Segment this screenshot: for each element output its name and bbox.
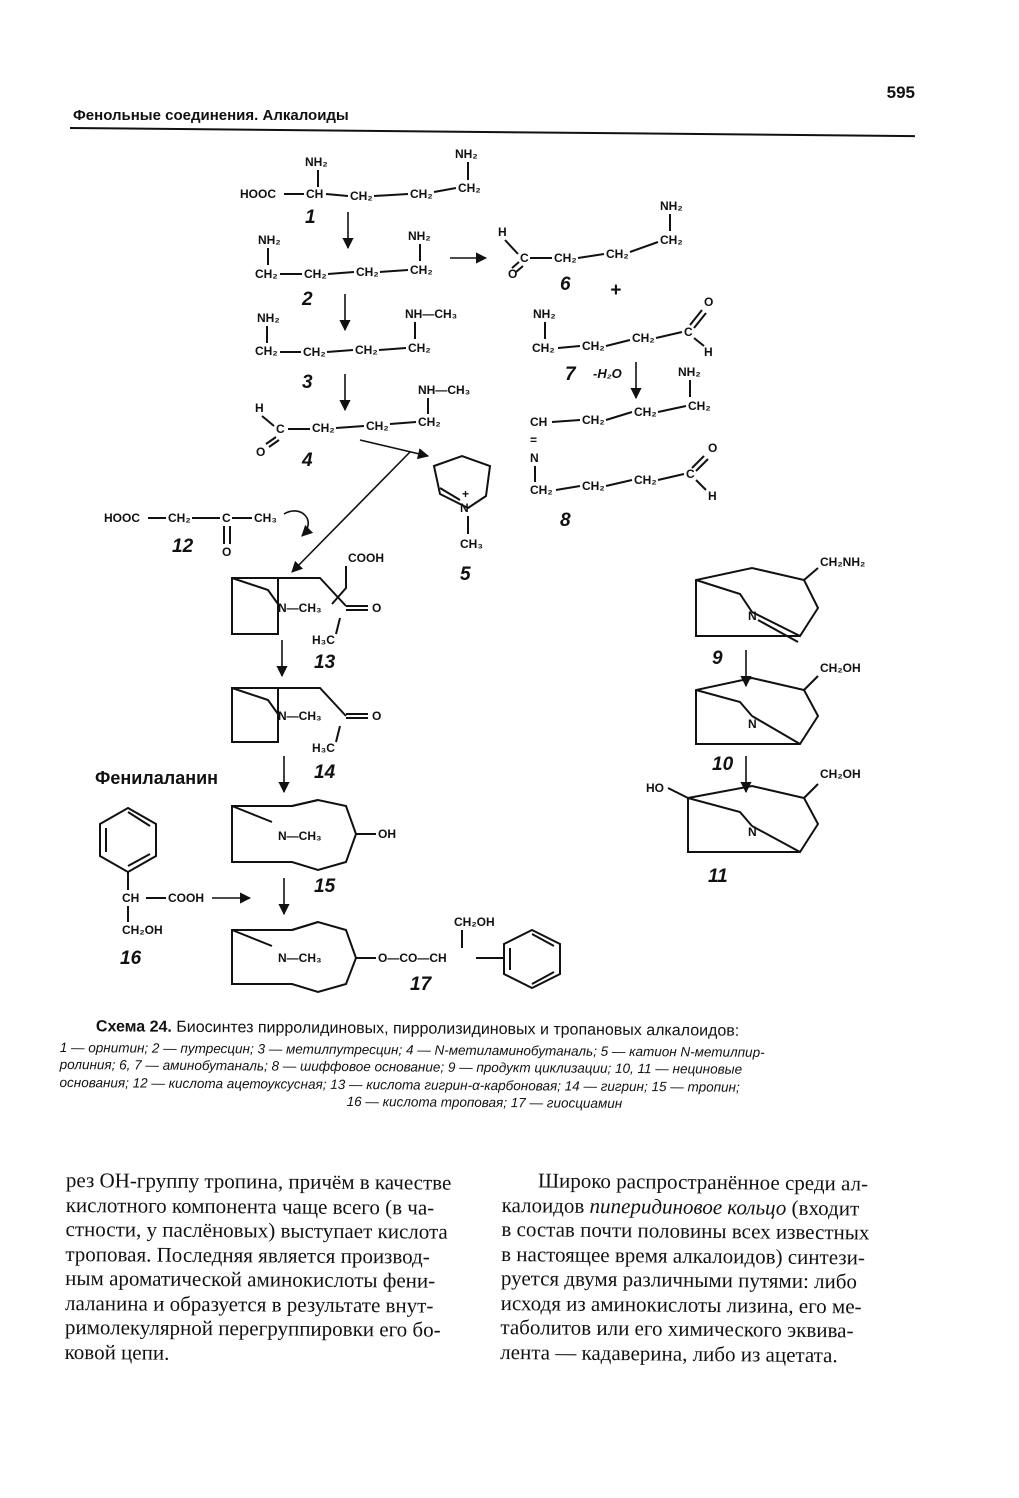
right-line-3: в состав почти половины всех известных	[501, 1216, 870, 1245]
c2-ch2-d: CH₂	[410, 263, 433, 277]
c16-cooh: COOH	[168, 891, 204, 905]
right-line-6: исходя из аминокислоты лизина, его ме-	[500, 1290, 862, 1318]
compound-number-16: 16	[120, 948, 142, 969]
right-line-5: руется двумя различными путями: либо	[500, 1265, 858, 1294]
c13-cooh: COOH	[348, 551, 384, 565]
scheme-caption	[59, 1018, 910, 1114]
c7-ch2-a: CH₂	[532, 341, 555, 355]
c8-ch2-a: CH₂	[582, 413, 605, 427]
c5-charge: +	[462, 487, 470, 501]
c12-hooc: HOOC	[104, 511, 140, 525]
c10-n: N	[748, 717, 757, 731]
caption-title-bold: Схема 24.	[95, 1018, 172, 1036]
c15-oh: OH	[378, 827, 396, 841]
left-line-8: ковой цепи.	[64, 1339, 170, 1365]
right-line-2-a: калоидов	[501, 1192, 590, 1218]
caption-line-4: 16 — кислота троповая; 17 — гиосциамин	[346, 1094, 623, 1111]
c8-ch2-b: CH₂	[634, 405, 657, 419]
caption-line-3: основания; 12 — кислота ацетоуксусная; 13 — кислота гигрин-α-карбоновая; 14 — гигрин; 15 — тропин;	[59, 1074, 740, 1095]
c7-h: H	[704, 345, 713, 359]
c2-nh2-b: NH₂	[408, 229, 431, 243]
compound-number-15: 15	[314, 876, 336, 897]
c3-nh-ch3: NH—CH₃	[405, 307, 458, 321]
compound-number-3: 3	[302, 372, 313, 393]
biosynthesis-scheme	[60, 140, 960, 1015]
c8-c: C	[686, 467, 695, 481]
c7-o: O	[704, 295, 714, 309]
compound-number-7: 7	[565, 364, 576, 385]
c8-eq: =	[530, 433, 538, 447]
c16-ch: CH	[122, 891, 140, 905]
c3-ch2-a: CH₂	[255, 344, 278, 358]
c6-o: O	[508, 267, 518, 281]
c17-ester: O—CO—CH	[378, 951, 447, 965]
body-column-right	[500, 1168, 906, 1368]
c4-ch2-a: CH₂	[312, 421, 335, 435]
c15-n-ch3: N—CH₃	[278, 829, 322, 843]
right-line-7: таболитов или его химического эквива-	[500, 1314, 854, 1343]
compound-14-hygrine	[232, 688, 381, 783]
c16-ch2oh: CH₂OH	[122, 923, 163, 937]
scheme-svg	[60, 140, 960, 1015]
compound-number-10: 10	[712, 754, 734, 775]
right-line-8: лента — кадаверина, либо из ацетата.	[500, 1339, 838, 1367]
c3-nh2: NH₂	[257, 311, 280, 325]
c4-nh-ch3: NH—CH₃	[418, 383, 471, 397]
c8-ch: CH	[530, 415, 548, 429]
caption-title	[60, 1018, 910, 1041]
left-line-6: лаланина и образуется в результате внут-	[64, 1290, 434, 1318]
left-line-7: римолекулярной перегруппировки его бо-	[64, 1314, 441, 1342]
c17-n-ch3: N—CH₃	[278, 951, 322, 965]
c12-c: C	[222, 511, 231, 525]
c8-o: O	[708, 441, 718, 455]
c12-o: O	[222, 545, 232, 559]
c8-n: N	[530, 451, 539, 465]
page-number: 595	[886, 83, 915, 102]
compound-number-4: 4	[302, 450, 313, 471]
c1-nh2-a: NH₂	[305, 155, 328, 169]
c8-h: H	[708, 489, 717, 503]
compound-11-necine-base	[646, 767, 861, 887]
c2-ch2-b: CH₂	[304, 267, 327, 281]
caption-title-text: Биосинтез пирролидиновых, пирролизидиновых и тропановых алкалоидов:	[171, 1018, 740, 1040]
compound-number-1: 1	[305, 207, 316, 228]
compound-number-12: 12	[172, 536, 194, 557]
c8-ch2-e: CH₂	[582, 479, 605, 493]
c7-nh2: NH₂	[533, 307, 556, 321]
c1-hooc: HOOC	[240, 187, 276, 201]
c14-n-ch3: N—CH₃	[278, 709, 322, 723]
compound-number-8: 8	[560, 510, 571, 531]
compound-13-hygrine-carboxylic-acid	[232, 551, 384, 673]
compound-number-11: 11	[708, 866, 728, 887]
c13-n-ch3: N—CH₃	[278, 601, 322, 615]
right-line-4: в настоящее время алкалоидов) синтези-	[501, 1241, 865, 1269]
c6-h: H	[498, 225, 507, 239]
compound-6-aminobutanal	[498, 199, 683, 295]
compound-15-tropine	[232, 800, 396, 897]
c1-ch2-b: CH₂	[410, 187, 433, 201]
c4-c: C	[276, 422, 285, 436]
c6-nh2: NH₂	[660, 199, 683, 213]
piperidine-ring-term: пиперидиновое кольцо	[589, 1193, 787, 1220]
c2-ch2-c: CH₂	[356, 265, 379, 279]
c1-ch2-a: CH₂	[350, 189, 373, 203]
compound-10-necine-base	[696, 661, 861, 775]
c13-h3c: H₃C	[312, 633, 335, 647]
left-line-4: троповая. Последняя является производ-	[65, 1241, 430, 1269]
compound-17-hyoscyamine	[232, 915, 560, 995]
c6-ch2-b: CH₂	[606, 247, 629, 261]
c7-ch2-b: CH₂	[582, 339, 605, 353]
c3-ch2-d: CH₂	[408, 341, 431, 355]
plus-sign: +	[610, 280, 622, 301]
c3-ch2-c: CH₂	[355, 343, 378, 357]
c6-c: C	[520, 251, 529, 265]
compound-3-methylputrescine	[255, 307, 457, 393]
c2-ch2-a: CH₂	[255, 267, 278, 281]
header-rule	[70, 127, 915, 137]
compound-4-n-methylaminobutanal	[255, 383, 470, 471]
right-line-1: Широко распространённое среди ал-	[537, 1168, 869, 1196]
c13-o: O	[372, 601, 382, 615]
c7-c: C	[684, 325, 693, 339]
caption-legend	[59, 1038, 909, 1114]
c4-ch2-c: CH₂	[418, 415, 441, 429]
c10-ch2oh: CH₂OH	[820, 661, 861, 675]
running-head: Фенольные соединения. Алкалоиды	[73, 107, 349, 124]
c17-ch2oh: CH₂OH	[454, 915, 495, 929]
c1-ch2-c: CH₂	[458, 181, 481, 195]
compound-number-2: 2	[302, 289, 313, 310]
compound-8-schiff-base	[530, 365, 717, 531]
c1-nh2-b: NH₂	[455, 147, 478, 161]
compound-9-cyclization-product	[696, 555, 865, 669]
c9-n: N	[748, 609, 757, 623]
c14-h3c: H₃C	[312, 741, 335, 755]
right-line-2-b: (входит	[786, 1195, 860, 1220]
c8-ch2-c: CH₂	[688, 399, 711, 413]
left-line-1: рез ОН-группу тропина, причём в качестве	[65, 1168, 452, 1195]
c6-ch2-a: CH₂	[554, 251, 577, 265]
left-line-2: кислотного компонента чаще всего (в ча-	[65, 1192, 435, 1220]
c9-ch2nh2: CH₂NH₂	[820, 555, 866, 569]
c8-ch2-f: CH₂	[634, 473, 657, 487]
body-column-left	[65, 1168, 476, 1367]
water-loss-label: -H₂O	[593, 366, 622, 381]
caption-line-1: 1 — орнитин; 2 — путресцин; 3 — метилпутресцин; 4 — N-метиламинобутаналь; 5 — катион N-метилпир-	[59, 1039, 765, 1060]
compound-12-acetoacetic-acid	[104, 511, 308, 559]
c4-h: H	[255, 401, 264, 415]
c3-ch2-b: CH₂	[303, 345, 326, 359]
c11-ho: HO	[646, 781, 664, 795]
c11-ch2oh: CH₂OH	[820, 767, 861, 781]
compound-number-9: 9	[712, 648, 723, 669]
c2-nh2-a: NH₂	[258, 233, 281, 247]
c5-n: N	[460, 501, 469, 515]
c12-ch2: CH₂	[168, 511, 191, 525]
c6-ch2-c: CH₂	[660, 233, 683, 247]
c4-o: O	[256, 445, 266, 459]
compound-number-13: 13	[314, 652, 336, 673]
compound-number-14: 14	[314, 762, 336, 783]
compound-2-putrescine	[255, 229, 433, 310]
c12-ch3: CH₃	[254, 511, 277, 525]
c1-ch: CH	[306, 187, 324, 201]
c8-nh2: NH₂	[678, 365, 701, 379]
left-line-5: ным ароматической аминокислоты фени-	[65, 1265, 436, 1293]
caption-line-2: ролиния; 6, 7 — аминобутаналь; 8 — шиффовое основание; 9 — продукт циклизации; 10, 11 — нециновые	[59, 1056, 743, 1077]
compound-5-n-methylpyrrolinium	[434, 456, 490, 585]
left-line-3: стности, у паслёновых) выступает кислота	[65, 1216, 448, 1244]
c11-n: N	[748, 825, 757, 839]
compound-number-17: 17	[410, 974, 432, 995]
c7-ch2-c: CH₂	[632, 331, 655, 345]
compound-number-6: 6	[560, 274, 571, 295]
c14-o: O	[372, 709, 382, 723]
compound-16-tropic-acid	[100, 808, 250, 969]
compound-number-5: 5	[460, 564, 471, 585]
c5-ch3: CH₃	[460, 537, 483, 551]
c4-ch2-b: CH₂	[366, 419, 389, 433]
compound-1-ornithine	[240, 147, 481, 228]
phenylalanine-label: Фенилаланин	[95, 768, 219, 788]
c8-ch2-d: CH₂	[530, 483, 553, 497]
